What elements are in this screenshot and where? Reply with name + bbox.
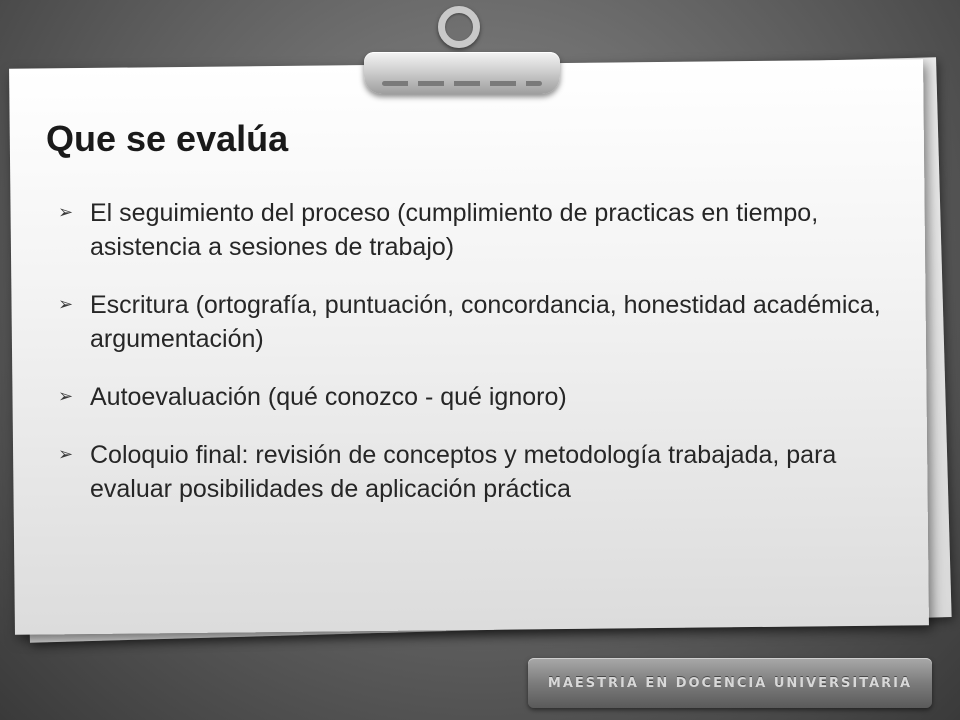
bullet-text: Autoevaluación (qué conozco - qué ignoro) <box>90 383 567 411</box>
bullet-item <box>56 380 886 414</box>
arrow-right-icon: ➢ <box>58 202 74 222</box>
clip-ring-icon <box>438 6 480 48</box>
footer-label: MAESTRIA EN DOCENCIA UNIVERSITARIA <box>547 675 913 691</box>
arrow-right-icon: ➢ <box>58 444 74 464</box>
clip-grip <box>382 81 542 86</box>
bullet-item <box>56 438 886 506</box>
bullet-list <box>56 196 886 530</box>
bullet-text: Coloquio final: revisión de conceptos y metodología trabajada, para evaluar posibilidades de aplicación práctica <box>90 441 837 503</box>
bullet-item <box>56 196 886 264</box>
arrow-right-icon: ➢ <box>58 386 74 406</box>
clipboard-clip-icon <box>364 52 560 94</box>
footer-banner <box>528 658 932 708</box>
bullet-item <box>56 288 886 356</box>
slide-title: Que se evalúa <box>46 118 289 159</box>
arrow-right-icon: ➢ <box>58 294 74 314</box>
bullet-text: El seguimiento del proceso (cumplimiento de practicas en tiempo, asistencia a sesiones de trabajo) <box>90 199 819 261</box>
bullet-text: Escritura (ortografía, puntuación, concordancia, honestidad académica, argumentación) <box>90 291 881 353</box>
